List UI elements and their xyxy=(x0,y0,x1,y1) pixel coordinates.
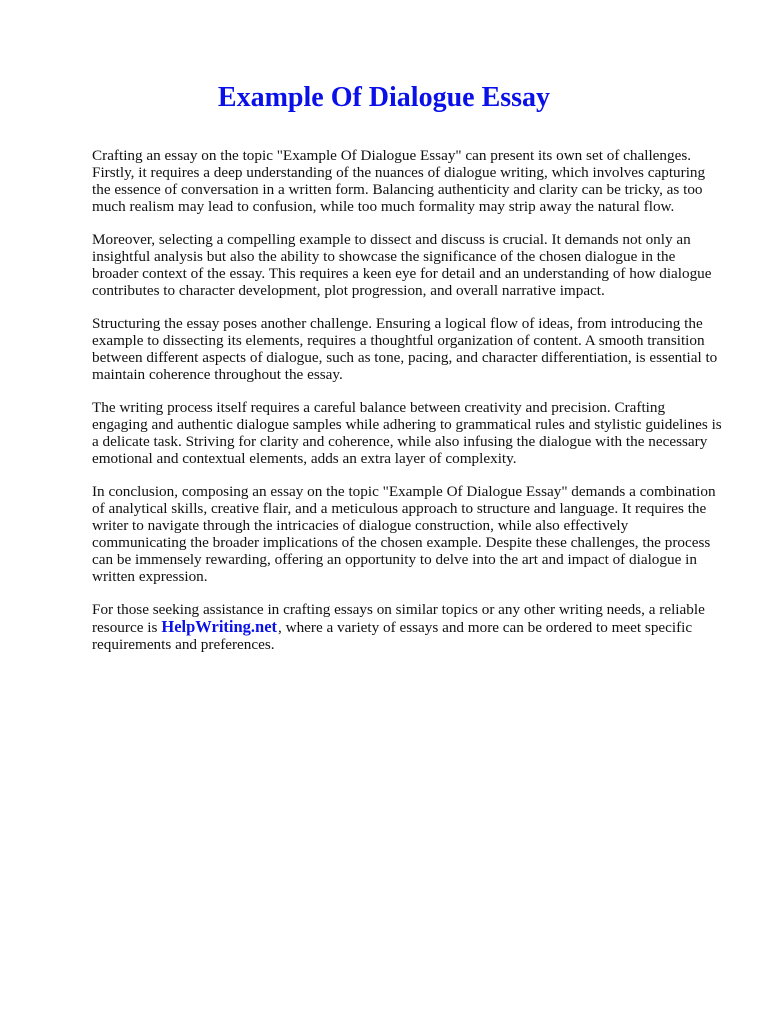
essay-body xyxy=(92,147,724,669)
paragraph-5: In conclusion, composing an essay on the topic "Example Of Dialogue Essay" demands a combination of analytical skills, creative flair, and a meticulous approach to structure and language. It requires the writer to navigate through the intricacies of dialogue construction, while also effectively communicating the broader implications of the chosen example. Despite these challenges, the process can be immensely rewarding, offering an opportunity to delve into the art and impact of dialogue in written expression. xyxy=(92,482,716,586)
closing-text-before-link: For those seeking assistance in crafting essays on similar topics or any other writing needs, a reliable resource is xyxy=(92,601,705,637)
paragraph-1: Crafting an essay on the topic "Example Of Dialogue Essay" can present its own set of challenges. Firstly, it requires a deep understanding of the nuances of dialogue writing, which involves capturing the essence of conversation in a written form. Balancing authenticity and clarity can be tricky, as too much realism may lead to confusion, while too much formality may strip away the natural flow. xyxy=(92,147,706,216)
paragraph-2: Moreover, selecting a compelling example to dissect and discuss is crucial. It demands not only an insightful analysis but also the ability to showcase the significance of the chosen dialogue in the broader context of the essay. This requires a keen eye for detail and an understanding of how dialogue contributes to character development, plot progression, and overall narrative impact. xyxy=(92,230,712,300)
helpwriting-link[interactable]: HelpWriting.net xyxy=(161,617,278,637)
closing-paragraph xyxy=(92,601,724,653)
paragraph-4: The writing process itself requires a careful balance between creativity and precision. Crafting engaging and authentic dialogue samples while adhering to grammatical rules and stylistic guidelines is a delicate task. Striving for clarity and coherence, while also infusing the dialogue with the necessary emotional and contextual elements, adds an extra layer of complexity. xyxy=(92,398,722,468)
closing-text-after-link: , where a variety of essays and more can be ordered to meet specific requirements and preferences. xyxy=(92,619,693,654)
paragraph-3: Structuring the essay poses another challenge. Ensuring a logical flow of ideas, from introducing the example to dissecting its elements, requires a thoughtful organization of content. A smooth transition between different aspects of dialogue, such as tone, pacing, and character differentiation, is essential to maintain coherence throughout the essay. xyxy=(92,314,718,384)
page-title: Example Of Dialogue Essay xyxy=(217,82,551,113)
